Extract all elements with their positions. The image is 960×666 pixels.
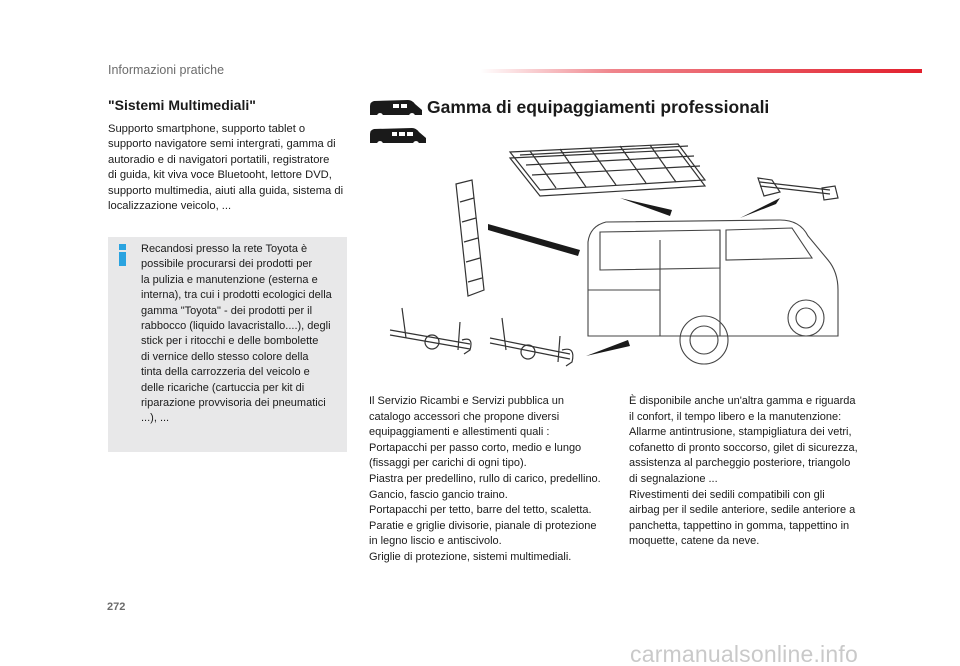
info-line: possibile procurarsi dei prodotti per: [141, 258, 313, 271]
info-icon: [117, 244, 129, 266]
text-line: airbag per il sedile anteriore, sedile anteriore a: [629, 504, 856, 517]
text-line: in legno liscio e antiscivolo.: [369, 535, 502, 548]
info-line: stick per i ritocchi e delle bombolette: [141, 335, 319, 348]
info-text: [141, 242, 343, 427]
info-line: ...), ...: [141, 412, 170, 425]
watermark: carmanualsonline.info: [630, 641, 858, 666]
body-line: localizzazione veicolo, ...: [108, 200, 232, 213]
header-rule: [480, 69, 922, 73]
multimedia-title: "Sistemi Multimediali": [108, 97, 256, 113]
info-line: di vernice dello stesso colore della: [141, 350, 309, 363]
info-line: la pulizia e manutenzione (esterna e: [141, 273, 318, 286]
multimedia-body: [108, 122, 353, 214]
info-line: tinta della carrozzeria del veicolo e: [141, 366, 310, 379]
body-line: supporto multimedia, aiuti alla guida, sistema di: [108, 184, 344, 197]
text-line: Griglie di protezione, sistemi multimediali.: [369, 550, 572, 563]
body-line: Supporto smartphone, supporto tablet o: [108, 123, 306, 135]
roof-rack: [510, 144, 705, 196]
ladder: [456, 180, 484, 296]
text-line: Portapacchi per tetto, barre del tetto, scaletta.: [369, 504, 592, 517]
info-line: rabbocco (liquido lavacristallo....), degli: [141, 320, 331, 333]
text-line: Paratie e griglie divisorie, pianale di protezione: [369, 519, 597, 532]
text-line: È disponibile anche un'altra gamma e riguarda: [629, 395, 856, 407]
van-short-icon: [368, 98, 424, 120]
text-line: moquette, catene da neve.: [629, 535, 760, 548]
text-line: assistenza al parcheggio posteriore, triangolo: [629, 457, 851, 470]
section-label: Informazioni pratiche: [108, 63, 225, 77]
body-line: di guida, kit viva voce Bluetooht, lettore DVD,: [108, 169, 332, 182]
text-line: di segnalazione ...: [629, 472, 718, 485]
info-line: Recandosi presso la rete Toyota è: [141, 243, 308, 255]
van-accessories-illustration: [360, 140, 920, 380]
info-line: delle ricariche (cartuccia per kit di: [141, 381, 305, 394]
info-line: riparazione provvisoria dei pneumatici: [141, 397, 326, 410]
comfort-range-text: [629, 394, 874, 550]
info-line: interna), tra cui i prodotti ecologici della: [141, 289, 332, 302]
text-line: Rivestimenti dei sedili compatibili con gli: [629, 488, 825, 501]
text-line: panchetta, tappettino in gomma, tappettino in: [629, 519, 850, 532]
text-line: Portapacchi per passo corto, medio e lungo: [369, 441, 582, 454]
text-line: Piastra per predellino, rullo di carico, predellino.: [369, 472, 601, 485]
text-line: Allarme antintrusione, stampigliatura dei vetri,: [629, 426, 852, 439]
body-line: supporto navigatore semi intergrati, gamma di: [108, 138, 336, 151]
text-line: equipaggiamenti e allestimenti quali :: [369, 426, 550, 439]
body-line: autoradio e di navigatori portatili, registratore: [108, 153, 330, 166]
text-line: Gancio, fascio gancio traino.: [369, 488, 508, 501]
page-number: 272: [107, 601, 126, 613]
accessories-text: [369, 394, 609, 566]
roof-bars: [758, 178, 838, 200]
text-line: cofanetto di pronto soccorso, gilet di sicurezza,: [629, 441, 858, 454]
info-line: gamma "Toyota" - dei prodotti per il: [141, 304, 313, 317]
text-line: Il Servizio Ricambi e Servizi pubblica un: [369, 395, 565, 407]
equipment-title: Gamma di equipaggiamenti professionali: [427, 97, 770, 117]
text-line: catalogo accessori che propone diversi: [369, 410, 560, 423]
tow-hooks: [390, 308, 573, 366]
text-line: (fissaggi per carichi di ogni tipo).: [369, 457, 527, 470]
info-box: [108, 237, 347, 452]
text-line: il confort, il tempo libero e la manutenzione:: [629, 410, 842, 423]
